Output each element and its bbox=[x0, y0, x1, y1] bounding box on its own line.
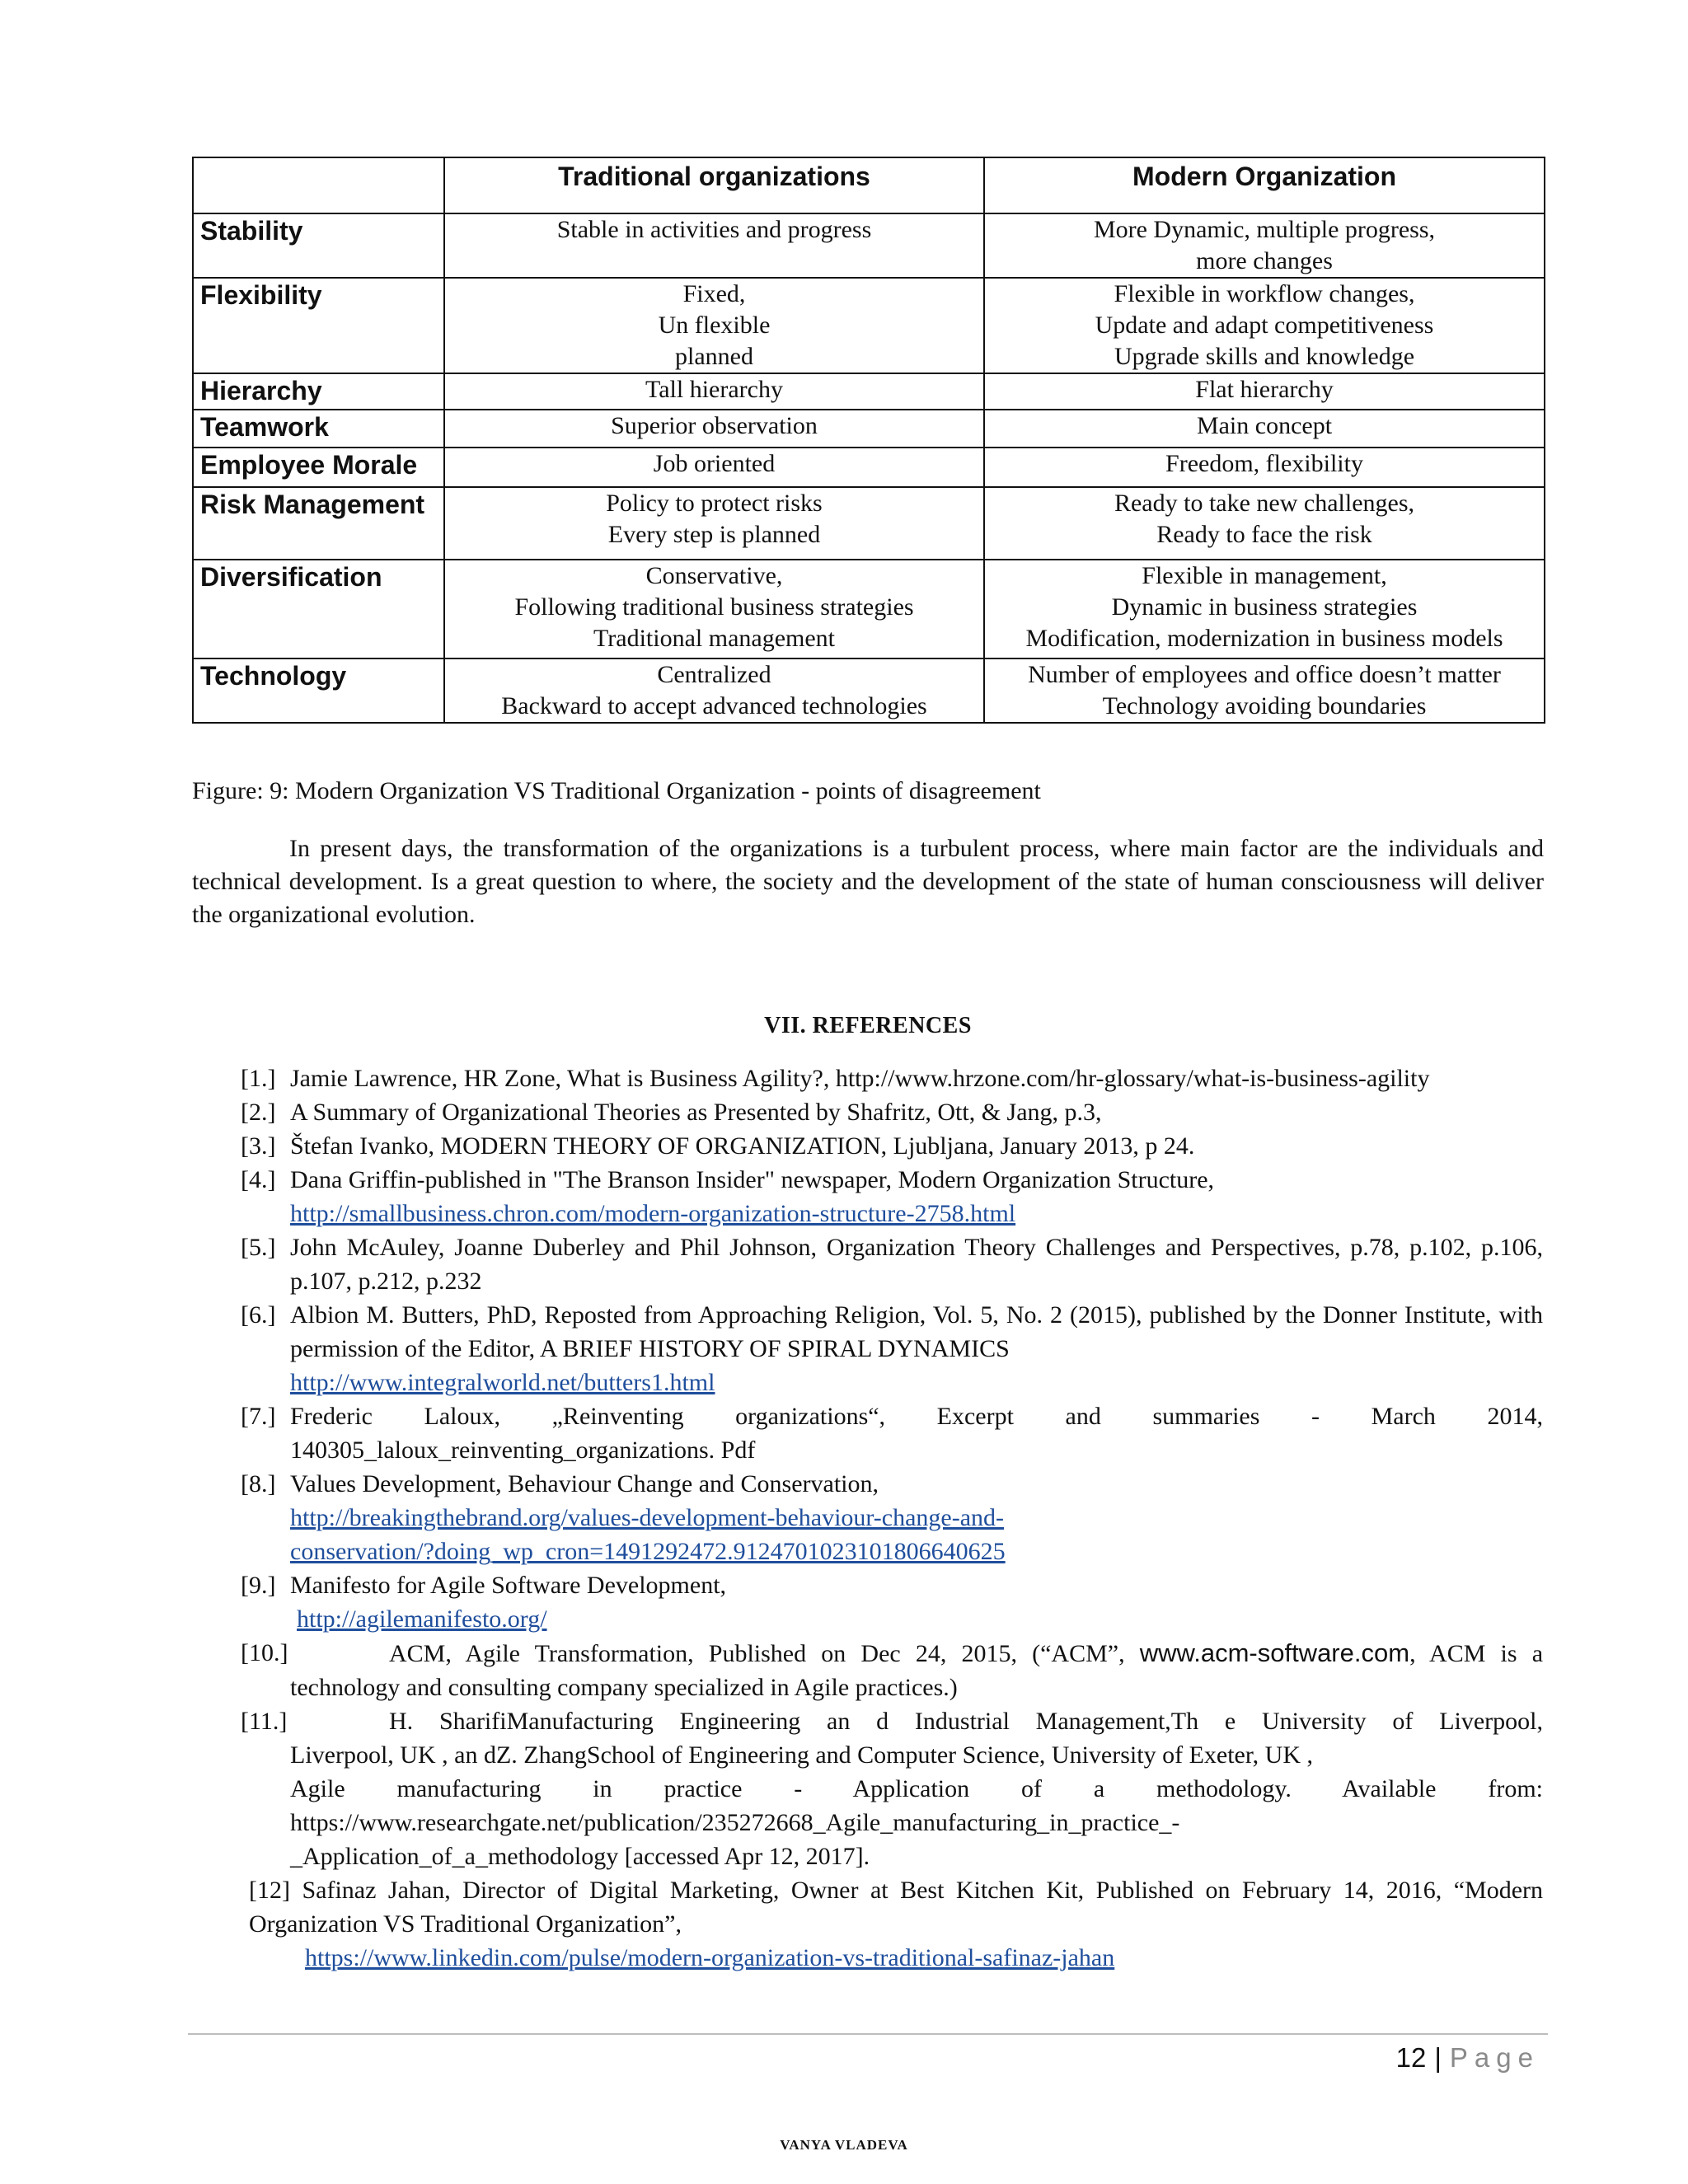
reference-item bbox=[241, 1129, 1543, 1163]
modern-cell bbox=[984, 410, 1545, 448]
modern-cell bbox=[984, 658, 1545, 723]
reference-item bbox=[241, 1062, 1543, 1095]
comparison-table bbox=[192, 157, 1545, 724]
reference-text: Dana Griffin-published in "The Branson Insider" newspaper, Modern Organization Structure, bbox=[290, 1166, 1215, 1193]
modern-cell bbox=[984, 278, 1545, 373]
table-row bbox=[193, 487, 1545, 560]
reference-number: [5.] bbox=[241, 1234, 276, 1261]
author-footer: VANYA VLADEVA bbox=[780, 2137, 908, 2153]
table-row bbox=[193, 658, 1545, 723]
reference-text: John McAuley, Joanne Duberley and Phil Johnson, Organization Theory Challenges and Perspectives, p.78, p.102, p.106, p.107, p.212, p.232 bbox=[290, 1234, 1543, 1295]
cell-line: Policy to protect risks bbox=[606, 490, 823, 517]
reference-number: [4.] bbox=[241, 1166, 276, 1193]
references-list bbox=[241, 1062, 1543, 1975]
row-label: Flexibility bbox=[193, 278, 444, 373]
modern-cell bbox=[984, 487, 1545, 560]
row-label: Employee Morale bbox=[193, 448, 444, 487]
cell-line: Ready to face the risk bbox=[1156, 521, 1372, 548]
reference-item bbox=[241, 1704, 1543, 1873]
table-header-empty bbox=[193, 157, 444, 213]
cell-line: Ready to take new challenges, bbox=[1114, 490, 1415, 517]
reference-line: Liverpool, UK , an dZ. ZhangSchool of Engineering and Computer Science, University of Exeter, UK , bbox=[290, 1741, 1313, 1769]
reference-text: Frederic Laloux, „Reinventing organizations“, Excerpt and summaries - March 2014, 140305_laloux_reinventing_organizations. Pdf bbox=[290, 1403, 1543, 1464]
reference-text: A Summary of Organizational Theories as Presented by Shafritz, Ott, & Jang, p.3, bbox=[290, 1099, 1102, 1126]
reference-line: https://www.researchgate.net/publication/235272668_Agile_manufacturing_in_practice_- bbox=[290, 1809, 1180, 1836]
reference-item bbox=[241, 1095, 1543, 1129]
row-label: Technology bbox=[193, 658, 444, 723]
cell-line: Un flexible bbox=[658, 312, 771, 339]
reference-item bbox=[241, 1399, 1543, 1467]
modern-cell bbox=[984, 213, 1545, 278]
reference-item bbox=[241, 1467, 1543, 1568]
figure-caption: Figure: 9: Modern Organization VS Traditional Organization - points of disagreement bbox=[192, 777, 1041, 804]
reference-link-continued[interactable]: conservation/?doing_wp_cron=1491292472.9124701023101806640625 bbox=[290, 1538, 1006, 1565]
cell-line: Conservative, bbox=[645, 562, 783, 589]
page-number bbox=[1396, 2041, 1540, 2076]
cell-line: Job oriented bbox=[653, 450, 776, 477]
reference-text: Jamie Lawrence, HR Zone, What is Business Agility?, http://www.hrzone.com/hr-glossary/what-is-business-agility bbox=[290, 1065, 1430, 1092]
table-header-traditional: Traditional organizations bbox=[444, 157, 984, 213]
page-number-value: 12 bbox=[1395, 2042, 1427, 2073]
cell-line: Number of employees and office doesn’t matter bbox=[1028, 661, 1501, 688]
cell-line: planned bbox=[675, 343, 753, 370]
reference-item bbox=[241, 1163, 1543, 1230]
modern-cell bbox=[984, 373, 1545, 410]
reference-line: _Application_of_a_methodology [accessed Apr 12, 2017]. bbox=[290, 1843, 870, 1870]
cell-line: Main concept bbox=[1196, 412, 1333, 439]
table-row bbox=[193, 410, 1545, 448]
table-row bbox=[193, 560, 1545, 658]
cell-line: Stable in activities and progress bbox=[556, 216, 872, 243]
reference-text: Manifesto for Agile Software Development, bbox=[290, 1572, 727, 1599]
reference-text: Štefan Ivanko, MODERN THEORY OF ORGANIZATION, Ljubljana, January 2013, p 24. bbox=[290, 1132, 1195, 1160]
reference-text: ACM, Agile Transformation, Published on Dec 24, 2015, (“ACM”, bbox=[389, 1640, 1125, 1667]
cell-line: Update and adapt competitiveness bbox=[1095, 312, 1434, 339]
reference-number: [2.] bbox=[241, 1099, 276, 1126]
table-row bbox=[193, 278, 1545, 373]
modern-cell bbox=[984, 560, 1545, 658]
traditional-cell bbox=[444, 560, 984, 658]
reference-text: [12] Safinaz Jahan, Director of Digital Marketing, Owner at Best Kitchen Kit, Published on February 14, 2016, “Modern Organization VS Traditional Organization”, bbox=[249, 1877, 1543, 1938]
row-label: Teamwork bbox=[193, 410, 444, 448]
traditional-cell bbox=[444, 487, 984, 560]
traditional-cell bbox=[444, 658, 984, 723]
traditional-cell bbox=[444, 213, 984, 278]
reference-item bbox=[241, 1298, 1543, 1399]
row-label: Stability bbox=[193, 213, 444, 278]
cell-line: Traditional management bbox=[593, 625, 835, 652]
reference-line: H. SharifiManufacturing Engineering an d Industrial Management,Th e University of Liverpool, bbox=[389, 1708, 1543, 1735]
reference-line: Agile manufacturing in practice - Application of a methodology. Available from: bbox=[290, 1775, 1543, 1802]
row-label: Risk Management bbox=[193, 487, 444, 560]
cell-line: More Dynamic, multiple progress, bbox=[1093, 216, 1436, 243]
reference-item bbox=[241, 1230, 1543, 1298]
cell-line: Following traditional business strategies bbox=[514, 593, 914, 621]
cell-line: Centralized bbox=[657, 661, 771, 688]
reference-website: www.acm-software.com bbox=[1139, 1638, 1410, 1667]
reference-number: [10.] bbox=[241, 1639, 288, 1666]
row-label: Diversification bbox=[193, 560, 444, 658]
reference-number: [6.] bbox=[241, 1301, 276, 1329]
cell-line: Every step is planned bbox=[607, 521, 821, 548]
cell-line: Flexible in management, bbox=[1142, 562, 1387, 589]
cell-line: Tall hierarchy bbox=[645, 376, 783, 403]
cell-line: Backward to accept advanced technologies bbox=[501, 692, 927, 719]
reference-number: [11.] bbox=[241, 1708, 288, 1735]
cell-line: Fixed, bbox=[682, 280, 746, 307]
reference-number: [8.] bbox=[241, 1470, 276, 1497]
reference-number: [9.] bbox=[241, 1572, 276, 1599]
cell-line: Modification, modernization in business models bbox=[1025, 625, 1503, 652]
cell-line: Technology avoiding boundaries bbox=[1102, 692, 1427, 719]
page-word: Page bbox=[1449, 2042, 1540, 2073]
footer-rule bbox=[188, 2033, 1548, 2035]
reference-item bbox=[249, 1873, 1543, 1975]
reference-link[interactable]: https://www.linkedin.com/pulse/modern-organization-vs-traditional-safinaz-jahan bbox=[305, 1944, 1115, 1971]
traditional-cell bbox=[444, 410, 984, 448]
cell-line: Freedom, flexibility bbox=[1165, 450, 1363, 477]
traditional-cell bbox=[444, 373, 984, 410]
reference-link[interactable]: http://breakingthebrand.org/values-development-behaviour-change-and- bbox=[290, 1504, 1005, 1531]
cell-line: Flexible in workflow changes, bbox=[1114, 280, 1415, 307]
reference-link[interactable]: http://agilemanifesto.org/ bbox=[297, 1605, 547, 1633]
reference-link[interactable]: http://smallbusiness.chron.com/modern-organization-structure-2758.html bbox=[290, 1200, 1016, 1227]
references-heading: VII. REFERENCES bbox=[764, 1013, 972, 1038]
traditional-cell bbox=[444, 278, 984, 373]
page-number-separator: | bbox=[1434, 2042, 1442, 2073]
row-label: Hierarchy bbox=[193, 373, 444, 410]
cell-line: Flat hierarchy bbox=[1195, 376, 1334, 403]
reference-text-continued: , ACM is a technology and consulting company specialized in Agile practices.) bbox=[290, 1640, 1544, 1701]
reference-link[interactable]: http://www.integralworld.net/butters1.html bbox=[290, 1369, 715, 1396]
reference-number: [7.] bbox=[241, 1403, 276, 1430]
reference-text: Albion M. Butters, PhD, Reposted from Approaching Religion, Vol. 5, No. 2 (2015), published by the Donner Institute, with permission of the Editor, A BRIEF HISTORY OF SPIRAL DYNAMICS bbox=[290, 1301, 1543, 1362]
reference-item bbox=[241, 1568, 1543, 1636]
modern-cell bbox=[984, 448, 1545, 487]
body-paragraph: In present days, the transformation of the organizations is a turbulent process, where main factor are the individuals and technical development. Is a great question to where, the society and the development of the state of human consciousness will deliver the organizational evolution. bbox=[192, 835, 1544, 928]
reference-item bbox=[241, 1636, 1543, 1704]
traditional-cell bbox=[444, 448, 984, 487]
table-row bbox=[193, 213, 1545, 278]
cell-line: Upgrade skills and knowledge bbox=[1114, 343, 1415, 370]
reference-number: [1.] bbox=[241, 1065, 276, 1092]
cell-line: Dynamic in business strategies bbox=[1111, 593, 1418, 621]
table-row bbox=[193, 373, 1545, 410]
table-header-modern: Modern Organization bbox=[984, 157, 1545, 213]
cell-line: more changes bbox=[1196, 247, 1333, 274]
reference-text: Values Development, Behaviour Change and Conservation, bbox=[290, 1470, 879, 1497]
table-row bbox=[193, 448, 1545, 487]
table-header-row bbox=[193, 157, 1545, 213]
reference-number: [3.] bbox=[241, 1132, 276, 1160]
cell-line: Superior observation bbox=[611, 412, 818, 439]
